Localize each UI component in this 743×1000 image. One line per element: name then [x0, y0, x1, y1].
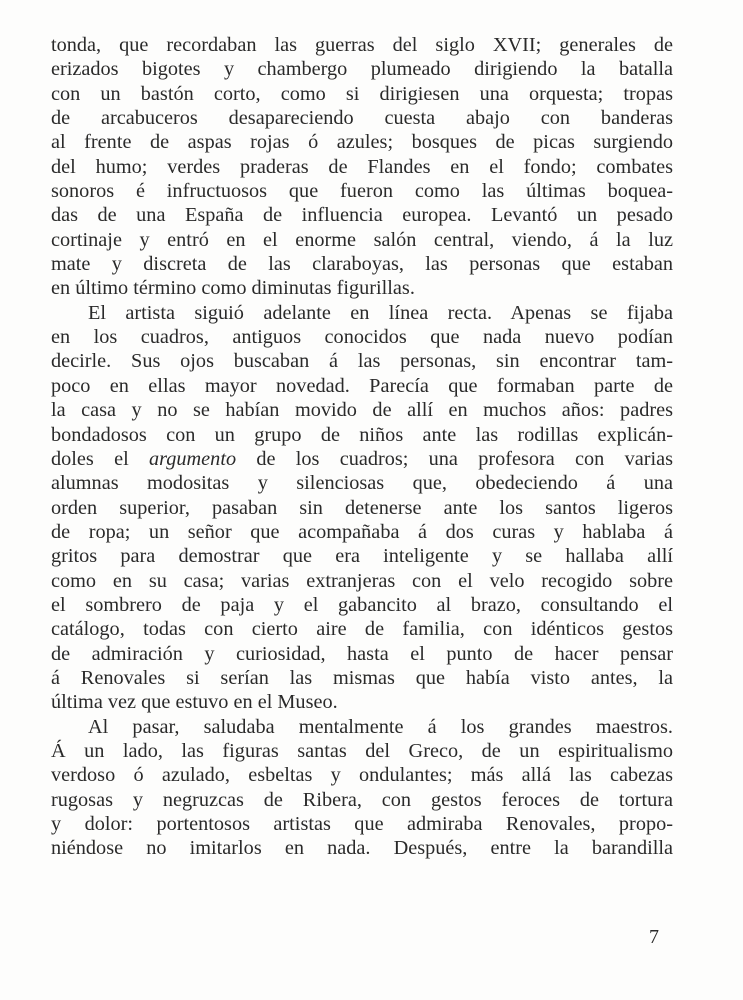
text-line: el sombrero de paja y el gabancito al brazo, consultando el [51, 593, 673, 616]
text-line: niéndose no imitarlos en nada. Después, entre la barandilla [51, 837, 673, 860]
text-line: la casa y no se habían movido de allí en muchos años: padres [51, 399, 673, 422]
text-line: El artista siguió adelante en línea recta. Apenas se fijaba [88, 301, 673, 324]
text-line: á Renovales si serían las mismas que había visto antes, la [51, 666, 673, 689]
text-line: tonda, que recordaban las guerras del siglo XVII; generales de [51, 34, 673, 56]
body-text [51, 33, 673, 861]
paragraph [51, 33, 673, 301]
text-line: Á un lado, las figuras santas del Greco, de un espiritualismo [51, 739, 673, 762]
text-line: orden superior, pasaban sin detenerse ante los santos ligeros [51, 496, 673, 519]
text-line: mate y discreta de las claraboyas, las personas que estaban [51, 253, 673, 276]
paragraph [51, 715, 673, 861]
text-line: Al pasar, saludaba mentalmente á los grandes maestros. [88, 715, 673, 738]
text-line: de ropa; un señor que acompañaba á dos curas y hablaba á [51, 520, 673, 543]
text-line: del humo; verdes praderas de Flandes en el fondo; combates [51, 155, 673, 178]
text-line: das de una España de influencia europea. Levantó un pesado [51, 204, 673, 227]
text-line: alumnas modositas y silenciosas que, obedeciendo á una [51, 472, 673, 495]
text-line: como en su casa; varias extranjeras con el velo recogido sobre [51, 569, 673, 592]
text-line: bondadosos con un grupo de niños ante las rodillas explicán- [51, 423, 673, 446]
text-segment: doles el [51, 447, 149, 470]
text-line: rugosas y negruzcas de Ribera, con gestos feroces de tortura [51, 788, 673, 811]
text-line: en último término como diminutas figurillas. [51, 277, 415, 300]
paragraph [51, 301, 673, 715]
text-line: decirle. Sus ojos buscaban á las personas, sin encontrar tam- [51, 350, 673, 373]
text-line: gritos para demostrar que era inteligente y se hallaba allí [51, 545, 673, 568]
page-number: 7 [649, 926, 659, 948]
text-line: catálogo, todas con cierto aire de familia, con idénticos gestos [51, 618, 673, 641]
text-line: última vez que estuvo en el Museo. [51, 691, 338, 714]
text-line: con un bastón corto, como si dirigiesen una orquesta; tropas [51, 82, 673, 105]
text-line: poco en ellas mayor novedad. Parecía que formaban parte de [51, 374, 673, 397]
text-segment: de los cuadros; una profesora con varias [236, 447, 673, 470]
text-line: erizados bigotes y chambergo plumeado dirigiendo la batalla [51, 58, 673, 81]
text-line: y dolor: portentosos artistas que admiraba Renovales, propo- [51, 813, 673, 835]
text-line: de admiración y curiosidad, hasta el punto de hacer pensar [51, 642, 673, 665]
italic-word: argumento [148, 447, 237, 470]
text-line: en los cuadros, antiguos conocidos que nada nuevo podían [51, 326, 673, 349]
text-line: sonoros é infructuosos que fueron como las últimas boquea- [51, 180, 673, 203]
text-line: de arcabuceros desapareciendo cuesta abajo con banderas [51, 107, 673, 130]
text-line [51, 447, 673, 471]
text-line: verdoso ó azulado, esbeltas y ondulantes; más allá las cabezas [51, 764, 673, 787]
text-line: al frente de aspas rojas ó azules; bosques de picas surgiendo [51, 131, 673, 154]
text-line: cortinaje y entró en el enorme salón central, viendo, á la luz [51, 228, 673, 251]
